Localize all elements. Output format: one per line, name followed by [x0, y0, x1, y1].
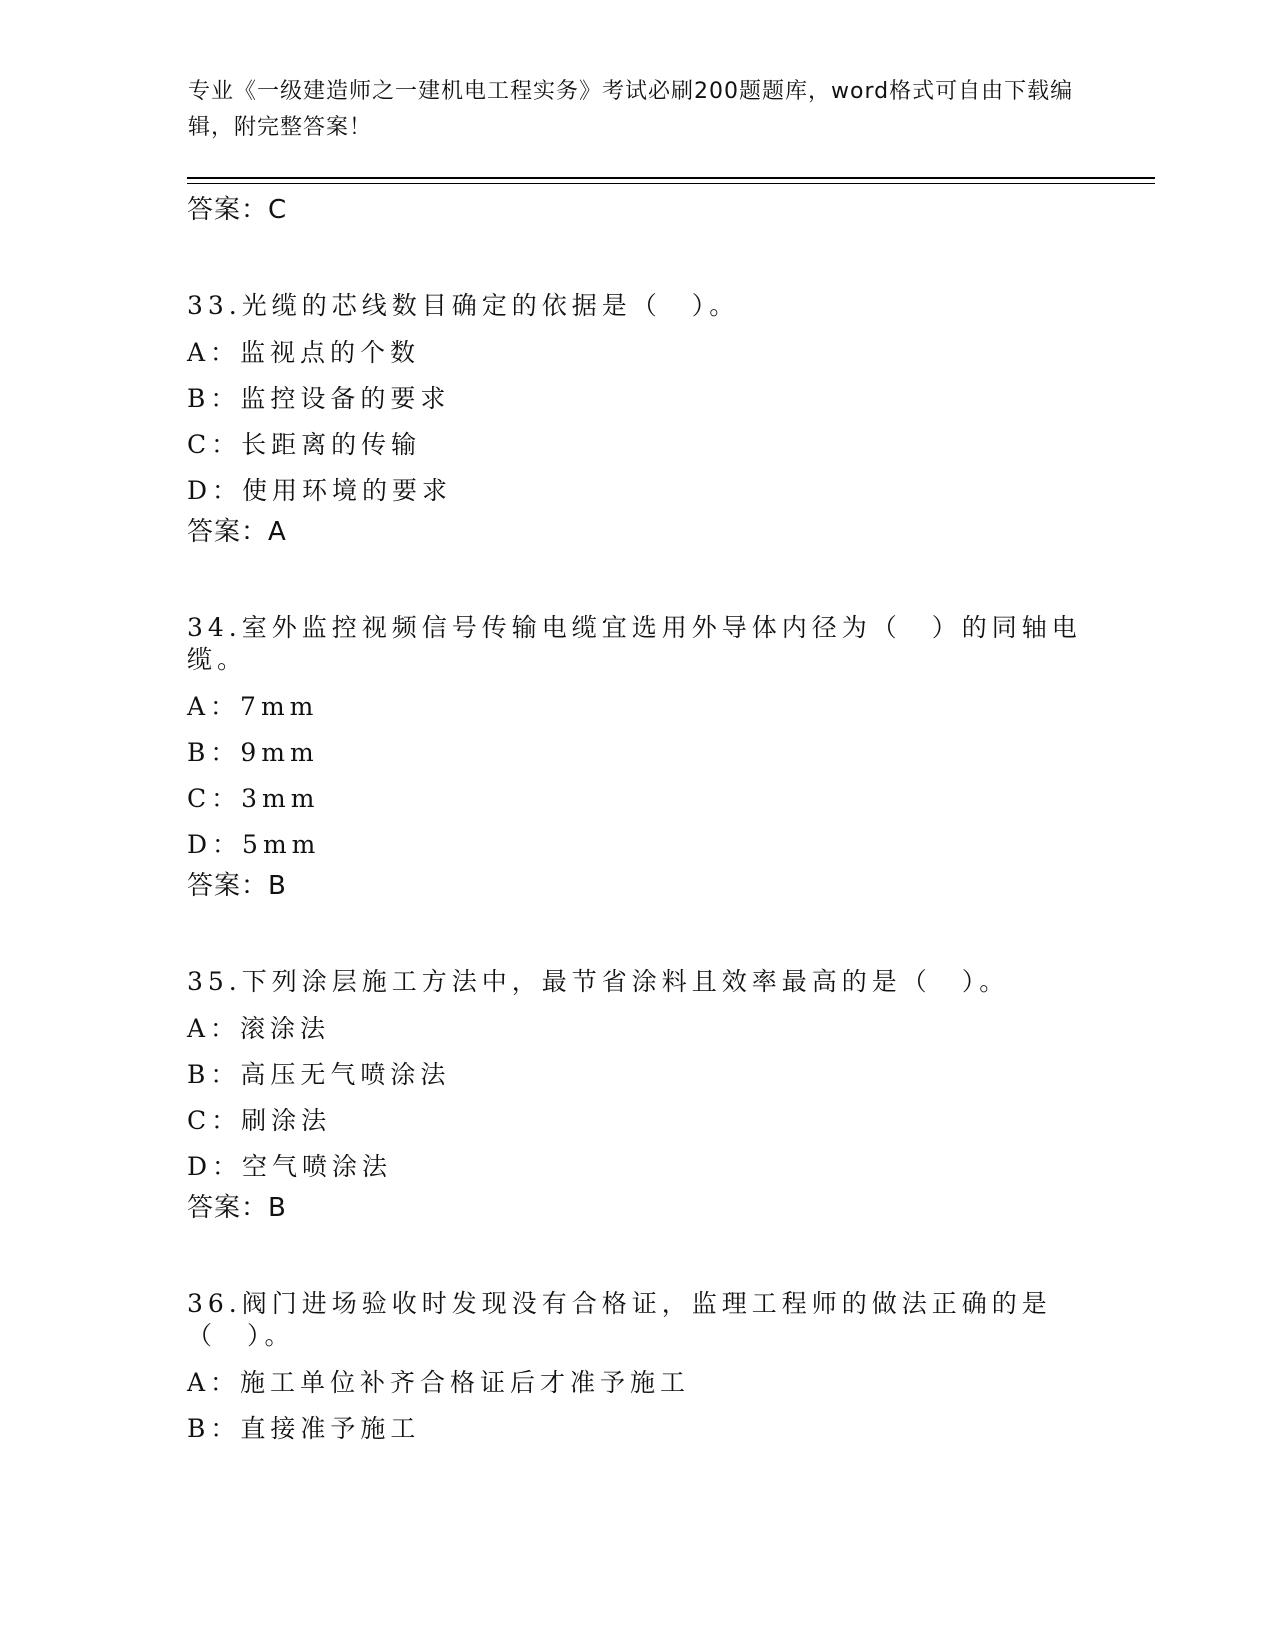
option-b: B：监控设备的要求	[187, 384, 451, 413]
option-b: B：高压无气喷涂法	[187, 1060, 451, 1089]
question-answer: 答案：B	[187, 871, 287, 901]
header-divider-thin	[187, 183, 1155, 184]
question-36	[187, 1282, 1087, 1452]
question-33	[187, 284, 1087, 550]
option-c: C：3mm	[187, 784, 320, 813]
option-d: D：5mm	[187, 830, 321, 859]
question-answer: 答案：B	[187, 1193, 287, 1223]
option-d: D：使用环境的要求	[187, 476, 453, 505]
question-stem: 33.光缆的芯线数目确定的依据是（ ）。	[187, 291, 740, 320]
question-stem: 34.室外监控视频信号传输电缆宜选用外导体内径为（ ）的同轴电缆。	[187, 613, 1082, 674]
option-a: A：7mm	[187, 692, 319, 721]
question-answer: 答案：A	[187, 517, 287, 547]
option-a: A：监视点的个数	[187, 338, 421, 367]
option-a: A：滚涂法	[187, 1014, 331, 1043]
previous-answer: 答案：C	[187, 195, 288, 225]
option-b: B：9mm	[187, 738, 319, 767]
option-b: B：直接准予施工	[187, 1414, 421, 1443]
question-35	[187, 960, 1087, 1226]
header-divider	[187, 177, 1155, 179]
option-d: D：空气喷涂法	[187, 1152, 393, 1181]
option-c: C：刷涂法	[187, 1106, 332, 1135]
question-34	[187, 606, 1087, 904]
option-c: C：长距离的传输	[187, 430, 422, 459]
question-stem: 35.下列涂层施工方法中，最节省涂料且效率最高的是（ ）。	[187, 967, 1010, 996]
question-list	[187, 192, 1087, 1452]
option-a: A：施工单位补齐合格证后才准予施工	[187, 1368, 691, 1397]
document-header: 专业《一级建造师之一建机电工程实务》考试必刷200题题库，word格式可自由下载编辑，附完整答案！	[188, 79, 1074, 140]
question-stem: 36.阀门进场验收时发现没有合格证，监理工程师的做法正确的是（ ）。	[187, 1289, 1052, 1350]
